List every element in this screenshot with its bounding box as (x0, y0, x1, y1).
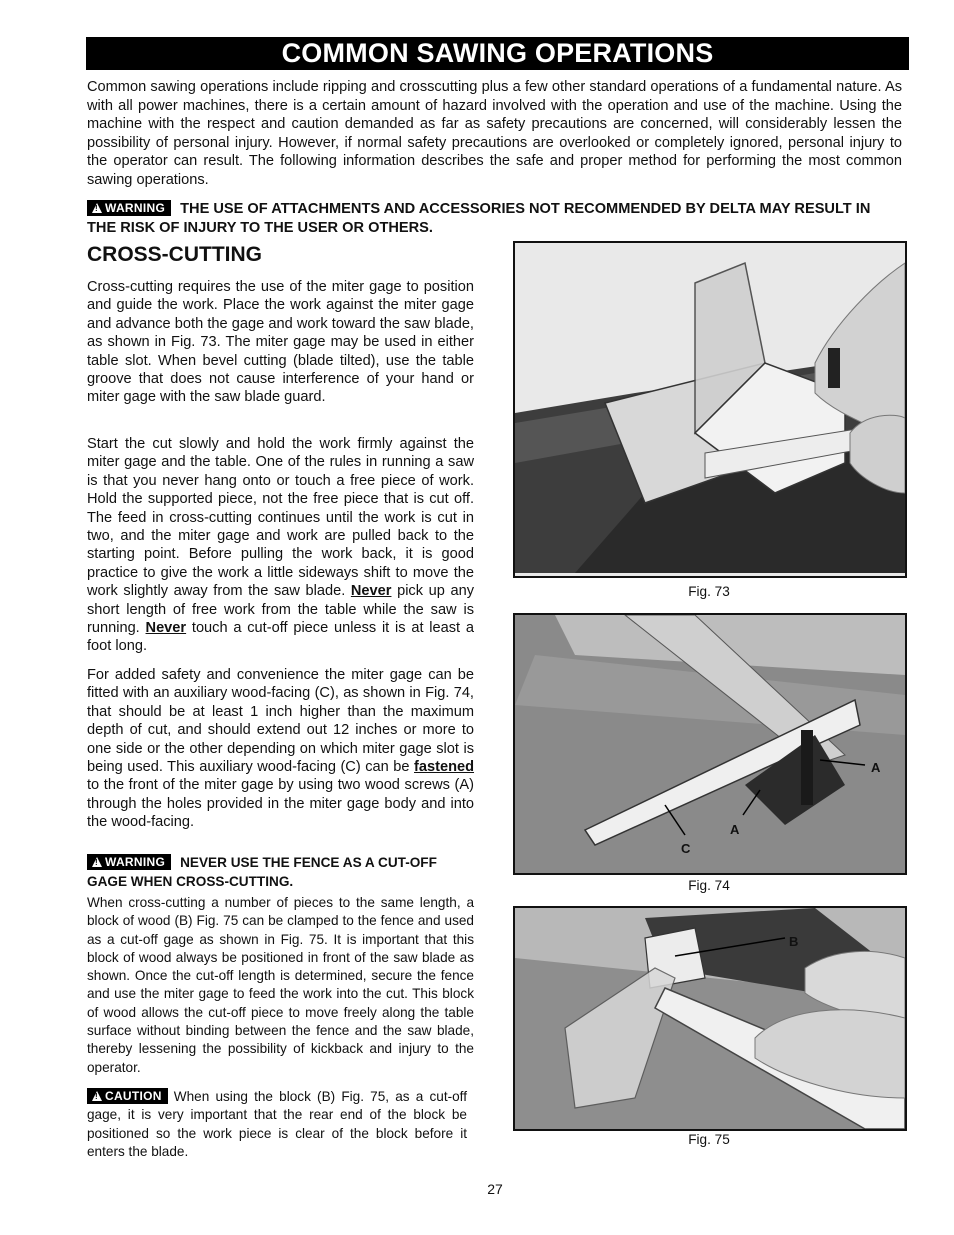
paragraph-start-cut: Start the cut slowly and hold the work firmly against the miter gage and the table. One of the rules in running a saw is that you never hang onto or touch a free piece of work. Hold the supported piece, not the free piece that is cut off. The feed in cross-cutting continues until the work is cut in two, and the miter gage and work are pulled back to the starting point. Before pulling the work back, it is good practice to give the work a little sideways shift to move the work slightly away from the saw blade. Never pick up any short length of free work from the table while the saw is running. Never touch a cut-off piece unless it is at least a foot long. (87, 436, 474, 655)
fig74-label-a: A (730, 822, 740, 837)
paragraph-cut-off-gage: When cross-cutting a number of pieces to the same length, a block of wood (B) Fig. 75 can be clamped to the fence and used as a cut-off gage as shown in Fig. 75. It is important that this block of wood always be positioned in front of the saw blade as shown. Once the cut-off length is determined, secure the fence and use the miter gage to feed the work into the cut. This block of wood allows the cut-off piece to move freely along the table surface without binding between the fence and the saw blade, thereby lessening the possibility of kickback and injury to the operator. (87, 895, 474, 1075)
page-title: COMMON SAWING OPERATIONS (86, 37, 909, 70)
figure-73-caption: Fig. 73 (688, 584, 730, 599)
figure-75-photo (513, 906, 907, 1131)
warning-fence: !WARNING NEVER USE THE FENCE AS A CUT-OFF GAGE WHEN CROSS-CUTTING. (87, 853, 474, 891)
fig75-label-b: B (789, 934, 799, 949)
fig75-illustration (515, 908, 905, 1129)
page-number: 27 (487, 1181, 503, 1197)
emphasis-never: Never (350, 583, 392, 600)
caution-block: !CAUTION When using the block (B) Fig. 75, as a cut-off gage, it is very important that the rear end of the block be positioned so the work piece is clear of the block before it enters the blade. (87, 1088, 467, 1161)
figure-74-caption: Fig. 74 (688, 878, 730, 893)
figure-75-caption: Fig. 75 (688, 1132, 730, 1147)
emphasis-fastened: fastened (414, 759, 475, 776)
warning-icon (92, 857, 102, 867)
caution-icon (92, 1091, 102, 1101)
intro-paragraph: Common sawing operations include ripping and crosscutting plus a few other standard operations of a fundamental nature. As with all power machines, there is a certain amount of hazard involved with the operation and use of the machine. Using the machine with the respect and caution demanded as far as safety precautions are concerned, will considerably lessen the possibility of personal injury. However, if normal safety precautions are overlooked or completely ignored, personal injury to the operator can result. The following information describes the safe and proper method for performing the most common sawing operations. (87, 79, 902, 188)
caution-badge: !CAUTION (87, 1088, 168, 1104)
paragraph-cross-cutting-intro: Cross-cutting requires the use of the miter gage to position and guide the work. Place the work against the miter gage and advance both the gage and work toward the saw blade, as shown in Fig. 73. The miter gage may be used in either table slot. When bevel cutting (blade tilted), use the table groove that does not cause interference of your hand or miter gage with the saw blade guard. (87, 279, 474, 406)
warning-badge: !WARNING (87, 854, 171, 870)
fig74-label-a: A (871, 760, 881, 775)
warning-icon (92, 203, 102, 213)
figure-74-photo (513, 613, 907, 875)
warning-attachments: !WARNING THE USE OF ATTACHMENTS AND ACCESSORIES NOT RECOMMENDED BY DELTA MAY RESULT IN THE RISK OF INJURY TO THE USER OR OTHERS. (87, 200, 902, 238)
warning-badge: !WARNING (87, 200, 171, 216)
paragraph-wood-facing: For added safety and convenience the miter gage can be fitted with an auxiliary wood-facing (C), as shown in Fig. 74, that should be at least 1 inch higher than the maximum depth of cut, and should extend out 12 inches or more to one side or the other depending on which miter gage slot is being used. This auxiliary wood-facing (C) can be fastened to the front of the miter gage by using two wood screws (A) through the holes provided in the miter gage body and into the wood-facing. (87, 667, 475, 831)
figure-73-photo (513, 241, 907, 578)
fig74-label-c: C (681, 841, 691, 856)
section-title-cross-cutting: CROSS-CUTTING (87, 243, 262, 266)
fig74-illustration (515, 615, 905, 873)
emphasis-never: Never (145, 620, 187, 637)
fig73-illustration (515, 243, 905, 576)
